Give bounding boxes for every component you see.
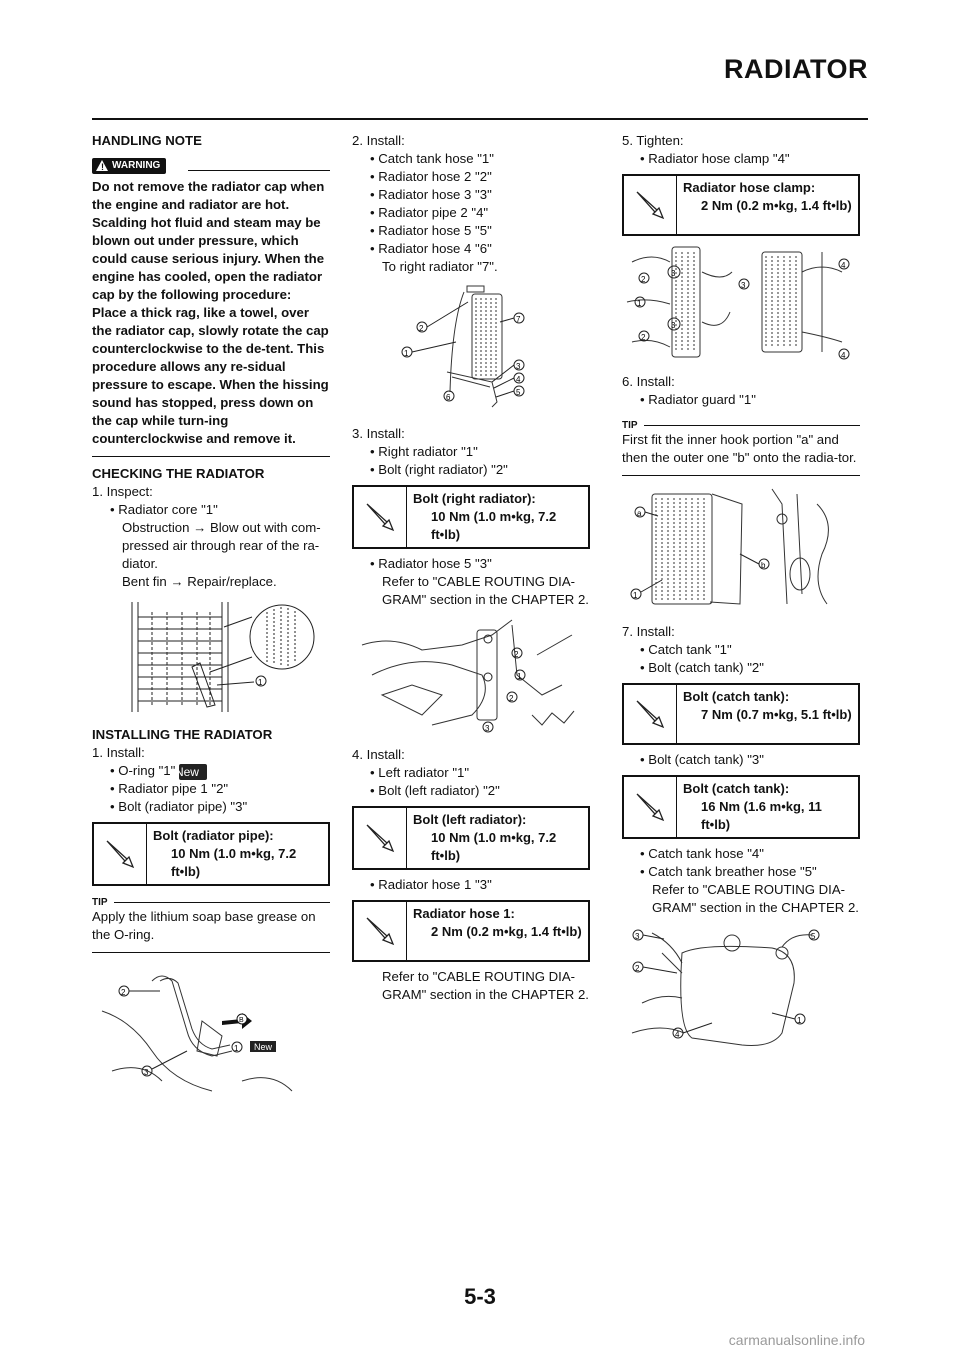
svg-text:2: 2 [121,988,126,997]
svg-text:2: 2 [514,650,519,659]
step-7-item: • Catch tank "1" [640,642,732,657]
hose-clamp-figure [622,242,860,367]
spec-title: Bolt (radiator pipe): [153,828,274,843]
step-4-item: • Radiator hose 1 "3" [370,877,492,892]
page-title: RADIATOR [724,54,868,84]
tip-label: TIP [622,420,638,431]
column-middle [352,132,590,1004]
installing-heading: INSTALLING THE RADIATOR [92,727,273,742]
svg-text:4: 4 [675,1030,680,1039]
step-2-item: • Catch tank hose "1" [370,151,494,166]
svg-text:3: 3 [144,1068,149,1077]
column-right [622,132,860,1064]
tip-text: First fit the inner hook portion "a" and then the outer one "b" onto the radia-tor. [622,432,857,465]
watermark: carmanualsonline.info [728,1332,865,1348]
svg-text:3: 3 [485,724,490,733]
install-bullet-oring: • O-ring "1" New [92,762,330,780]
checking-heading: CHECKING THE RADIATOR [92,466,265,481]
svg-text:2: 2 [509,694,514,703]
step-3: 3. Install: [352,426,405,441]
install-bullet-bolt: • Bolt (radiator pipe) "3" [110,799,248,814]
install-step: 1. Install: [92,745,145,760]
torque-wrench-icon [354,487,407,547]
right-radiator-illustration [352,282,590,414]
radiator-core-figure [92,597,330,720]
svg-text:1: 1 [404,349,409,358]
svg-text:1: 1 [637,299,642,308]
spec-value: 10 Nm (1.0 m•kg, 7.2 ft•lb) [431,509,557,542]
handling-note-heading: HANDLING NOTE [92,133,202,148]
spec-value: 16 Nm (1.6 m•kg, 11 ft•lb) [701,799,822,832]
svg-text:3: 3 [671,321,676,330]
radiator-core-illustration [92,597,330,715]
svg-text:6: 6 [446,393,451,402]
spec-box-catch-tank-2 [622,775,860,839]
step-4-item: • Bolt (left radiator) "2" [370,783,500,798]
header-rule [92,118,868,120]
hose-clamp-illustration [622,242,860,362]
spec-value: 10 Nm (1.0 m•kg, 7.2 ft•lb) [171,846,297,879]
spec-box-radiator-hose-1 [352,900,590,962]
spec-title: Radiator hose 1: [413,906,515,921]
spec-title: Bolt (left radiator): [413,812,527,827]
svg-text:a: a [637,509,642,518]
spec-box-right-radiator [352,485,590,549]
svg-text:2: 2 [419,324,424,333]
warning-text: Do not remove the radiator cap when the engine and radiator are hot. Scalding hot fluid and steam may be blown out under pressure, which could cause serious injury. When the engine has cooled, open the radiator cap by the following procedure: [92,179,325,302]
spec-title: Bolt (right radiator): [413,491,536,506]
spec-box-hose-clamp [622,174,860,236]
torque-wrench-icon [354,902,407,960]
step-6-item: • Radiator guard "1" [640,392,756,407]
torque-wrench-icon [624,685,677,743]
svg-text:2: 2 [635,964,640,973]
column-left [92,132,330,1110]
radiator-guard-figure [622,484,860,617]
svg-text:1: 1 [234,1044,239,1053]
svg-text:4: 4 [841,351,846,360]
warning-badge: ! WARNING [92,158,166,174]
torque-wrench-icon [624,777,677,837]
svg-text:3: 3 [516,362,521,371]
step-2-item: • Radiator pipe 2 "4" [370,205,489,220]
step-3-item: • Radiator hose 5 "3" [370,556,492,571]
step-7-item: • Catch tank breather hose "5" [640,864,817,879]
torque-wrench-icon [94,824,147,884]
svg-text:5: 5 [811,932,816,941]
right-radiator-mount-illustration [352,615,590,735]
check-step: 1. Inspect: [92,484,153,499]
warning-header [92,156,330,178]
step-7-item: • Catch tank hose "4" [640,846,764,861]
spec-title: Bolt (catch tank): [683,689,790,704]
spec-value: 7 Nm (0.7 m•kg, 5.1 ft•lb) [701,707,852,722]
step-2: 2. Install: [352,133,405,148]
step-3-item: • Bolt (right radiator) "2" [370,462,508,477]
svg-text:2: 2 [641,333,646,342]
svg-text:4: 4 [516,375,521,384]
spec-box-radiator-pipe [92,822,330,886]
svg-text:1: 1 [258,678,263,687]
svg-text:1: 1 [517,672,522,681]
svg-text:b: b [761,561,766,570]
spec-title: Radiator hose clamp: [683,180,816,195]
spec-box-left-radiator [352,806,590,870]
warning-text-2: Place a thick rag, like a towel, over the radiator cap, slowly rotate the cap counterclockwise to the de-tent. This procedure allows any re-sidual pressure to escape. When the hissing sound has stopped, press down on the cap while turn-ing counterclockwise and remove it. [92,305,329,446]
tip-text: Apply the lithium soap base grease on the O-ring. [92,909,316,942]
step-2-item: • Radiator hose 5 "5" [370,223,492,238]
step-5-item: • Radiator hose clamp "4" [640,151,790,166]
check-note-a: Obstruction → Blow out with com-pressed air through rear of the ra-diator. [122,520,321,571]
step-2-item: • Radiator hose 4 "6" [370,241,492,256]
step-3-note: Refer to "CABLE ROUTING DIA-GRAM" section in the CHAPTER 2. [382,574,589,607]
radiator-pipe-figure [92,961,330,1104]
fig-label-b: B [239,1017,244,1024]
step-7: 7. Install: [622,624,675,639]
svg-text:4: 4 [841,261,846,270]
warning-label: WARNING [112,160,161,171]
step-3-item: • Right radiator "1" [370,444,478,459]
right-radiator-hose-figure [352,282,590,419]
tip-label: TIP [92,897,108,908]
spec-value: 2 Nm (0.2 m•kg, 1.4 ft•lb) [431,924,582,939]
step-2-item: • Radiator hose 3 "3" [370,187,492,202]
radiator-guard-illustration [622,484,860,612]
check-note-b: Bent fin → Repair/replace. [122,574,277,589]
step-7-note: Refer to "CABLE ROUTING DIA-GRAM" section in the CHAPTER 2. [652,882,859,915]
page-number: 5-3 [464,1284,496,1309]
new-badge: New [179,764,207,780]
svg-text:2: 2 [641,275,646,284]
step-2-item: • Radiator hose 2 "2" [370,169,492,184]
step-4: 4. Install: [352,747,405,762]
right-radiator-mount-figure [352,615,590,740]
svg-text:1: 1 [797,1016,802,1025]
torque-wrench-icon [354,808,407,868]
svg-text:3: 3 [671,269,676,278]
svg-text:3: 3 [635,932,640,941]
check-bullet: • Radiator core "1" [110,502,218,517]
install-bullet-pipe: • Radiator pipe 1 "2" [110,781,229,796]
catch-tank-figure [622,923,860,1058]
catch-tank-illustration [622,923,860,1053]
radiator-pipe-illustration [92,961,330,1099]
spec-box-catch-tank-1 [622,683,860,745]
step-7-item: • Bolt (catch tank) "3" [640,752,764,767]
spec-value: 2 Nm (0.2 m•kg, 1.4 ft•lb) [701,198,852,213]
step-4-item: • Left radiator "1" [370,765,470,780]
torque-wrench-icon [624,176,677,234]
step-7-item: • Bolt (catch tank) "2" [640,660,764,675]
svg-text:1: 1 [633,591,638,600]
spec-title: Bolt (catch tank): [683,781,790,796]
step-2-note: To right radiator "7". [382,259,498,274]
step-5: 5. Tighten: [622,133,684,148]
svg-text:3: 3 [741,281,746,290]
step-6: 6. Install: [622,374,675,389]
spec-value: 10 Nm (1.0 m•kg, 7.2 ft•lb) [431,830,557,863]
svg-text:5: 5 [516,388,521,397]
fig-label-new: New [254,1042,273,1052]
svg-text:7: 7 [516,315,521,324]
step-4-note: Refer to "CABLE ROUTING DIA-GRAM" section in the CHAPTER 2. [382,969,589,1002]
